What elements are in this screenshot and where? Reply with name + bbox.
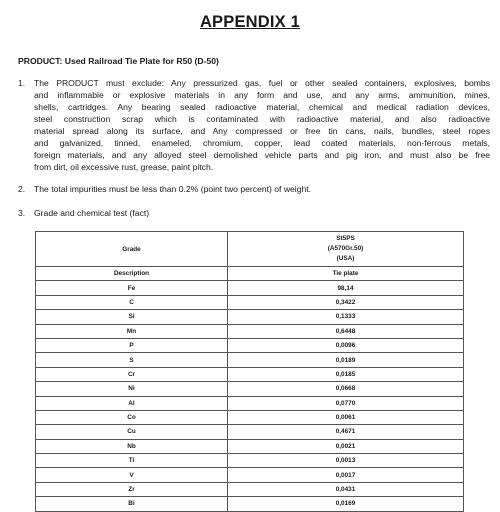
text-line: and inflammable or explosive materials in any form and use, and any arms, ammunition, mines, — [34, 90, 490, 100]
table-row — [36, 295, 464, 309]
value-cell: 98,14 — [228, 281, 464, 295]
text-line: from dirt, oil excessive rust, grease, paint pitch. — [34, 162, 214, 172]
text-line: material spread along its surface, and Any compressed or free tin cans, nails, bundles, steel ropes — [34, 126, 490, 136]
value-cell: 0,0061 — [228, 410, 464, 424]
element-cell: Mn — [36, 324, 228, 338]
element-cell: Ti — [36, 454, 228, 468]
element-cell: Nb — [36, 439, 228, 453]
grade-value-line: (USA) — [336, 255, 355, 262]
element-cell: S — [36, 353, 228, 367]
value-cell: 0,0189 — [228, 353, 464, 367]
grade-label-cell: Grade — [36, 232, 228, 267]
table-row — [36, 338, 464, 352]
list-item-text — [34, 77, 490, 173]
text-line: steel construction scrap which is contaminated with radioactive material, and also radioactive — [34, 114, 490, 124]
table-row — [36, 382, 464, 396]
table-row — [36, 367, 464, 381]
chemical-composition-table — [35, 231, 464, 512]
table-row — [36, 425, 464, 439]
text-line: and galvanized, tinned, enameled, chromium, copper, lead coated materials, non-ferrous metals, — [34, 138, 490, 148]
table-row — [36, 396, 464, 410]
element-cell: Al — [36, 396, 228, 410]
value-cell: 0,6448 — [228, 324, 464, 338]
value-cell: 0,1333 — [228, 310, 464, 324]
value-cell: 0,0668 — [228, 382, 464, 396]
value-cell: 0,4671 — [228, 425, 464, 439]
element-cell: Fe — [36, 281, 228, 295]
text-line: The PRODUCT must exclude: Any pressurized gas, fuel or other sealed containers, explosives, bombs — [34, 78, 490, 88]
element-cell: Cr — [36, 367, 228, 381]
table-row — [36, 410, 464, 424]
product-heading: PRODUCT: Used Railroad Tie Plate for R50 (D-50) — [18, 56, 219, 66]
list-number: 2. — [18, 184, 26, 194]
description-row — [36, 267, 464, 281]
value-cell: 0,0021 — [228, 439, 464, 453]
grade-value-cell — [228, 232, 464, 267]
value-cell: 0,0431 — [228, 482, 464, 496]
element-cell: Zr — [36, 482, 228, 496]
value-cell: 0,0770 — [228, 396, 464, 410]
list-item-text: Grade and chemical test (fact) — [34, 208, 150, 218]
table-row — [36, 482, 464, 496]
table-row — [36, 310, 464, 324]
table-row — [36, 324, 464, 338]
element-cell: V — [36, 468, 228, 482]
table-row — [36, 468, 464, 482]
list-number: 3. — [18, 208, 26, 218]
element-cell: Si — [36, 310, 228, 324]
value-cell: 0,3422 — [228, 295, 464, 309]
value-cell: 0,0017 — [228, 468, 464, 482]
table-header-row — [36, 232, 464, 267]
text-line: foreign materials, and any alloyed steel demolished vehicle parts and pig iron, and must also be free — [34, 150, 490, 160]
value-cell: 0,0185 — [228, 367, 464, 381]
document-title: APPENDIX 1 — [199, 13, 301, 31]
description-label-cell: Description — [36, 267, 228, 281]
description-value-cell: Tie plate — [228, 267, 464, 281]
value-cell: 0,0013 — [228, 454, 464, 468]
table-row — [36, 454, 464, 468]
grade-value-line: (A570Gr.50) — [327, 245, 364, 252]
value-cell: 0,0169 — [228, 497, 464, 511]
element-cell: Co — [36, 410, 228, 424]
element-cell: P — [36, 338, 228, 352]
element-cell: C — [36, 295, 228, 309]
table-row — [36, 497, 464, 511]
text-line: shells, cartridges. Any bearing sealed radioactive material, chemical and medical radiation devices, — [34, 102, 490, 112]
table-row — [36, 281, 464, 295]
element-cell: Ni — [36, 382, 228, 396]
element-cell: Cu — [36, 425, 228, 439]
grade-value-line: St5PS — [336, 235, 355, 242]
list-number: 1. — [18, 78, 26, 88]
value-cell: 0,0096 — [228, 338, 464, 352]
list-item-text: The total impurities must be less than 0.2% (point two percent) of weight. — [34, 184, 312, 194]
table-row — [36, 353, 464, 367]
element-cell: Bi — [36, 497, 228, 511]
table-row — [36, 439, 464, 453]
